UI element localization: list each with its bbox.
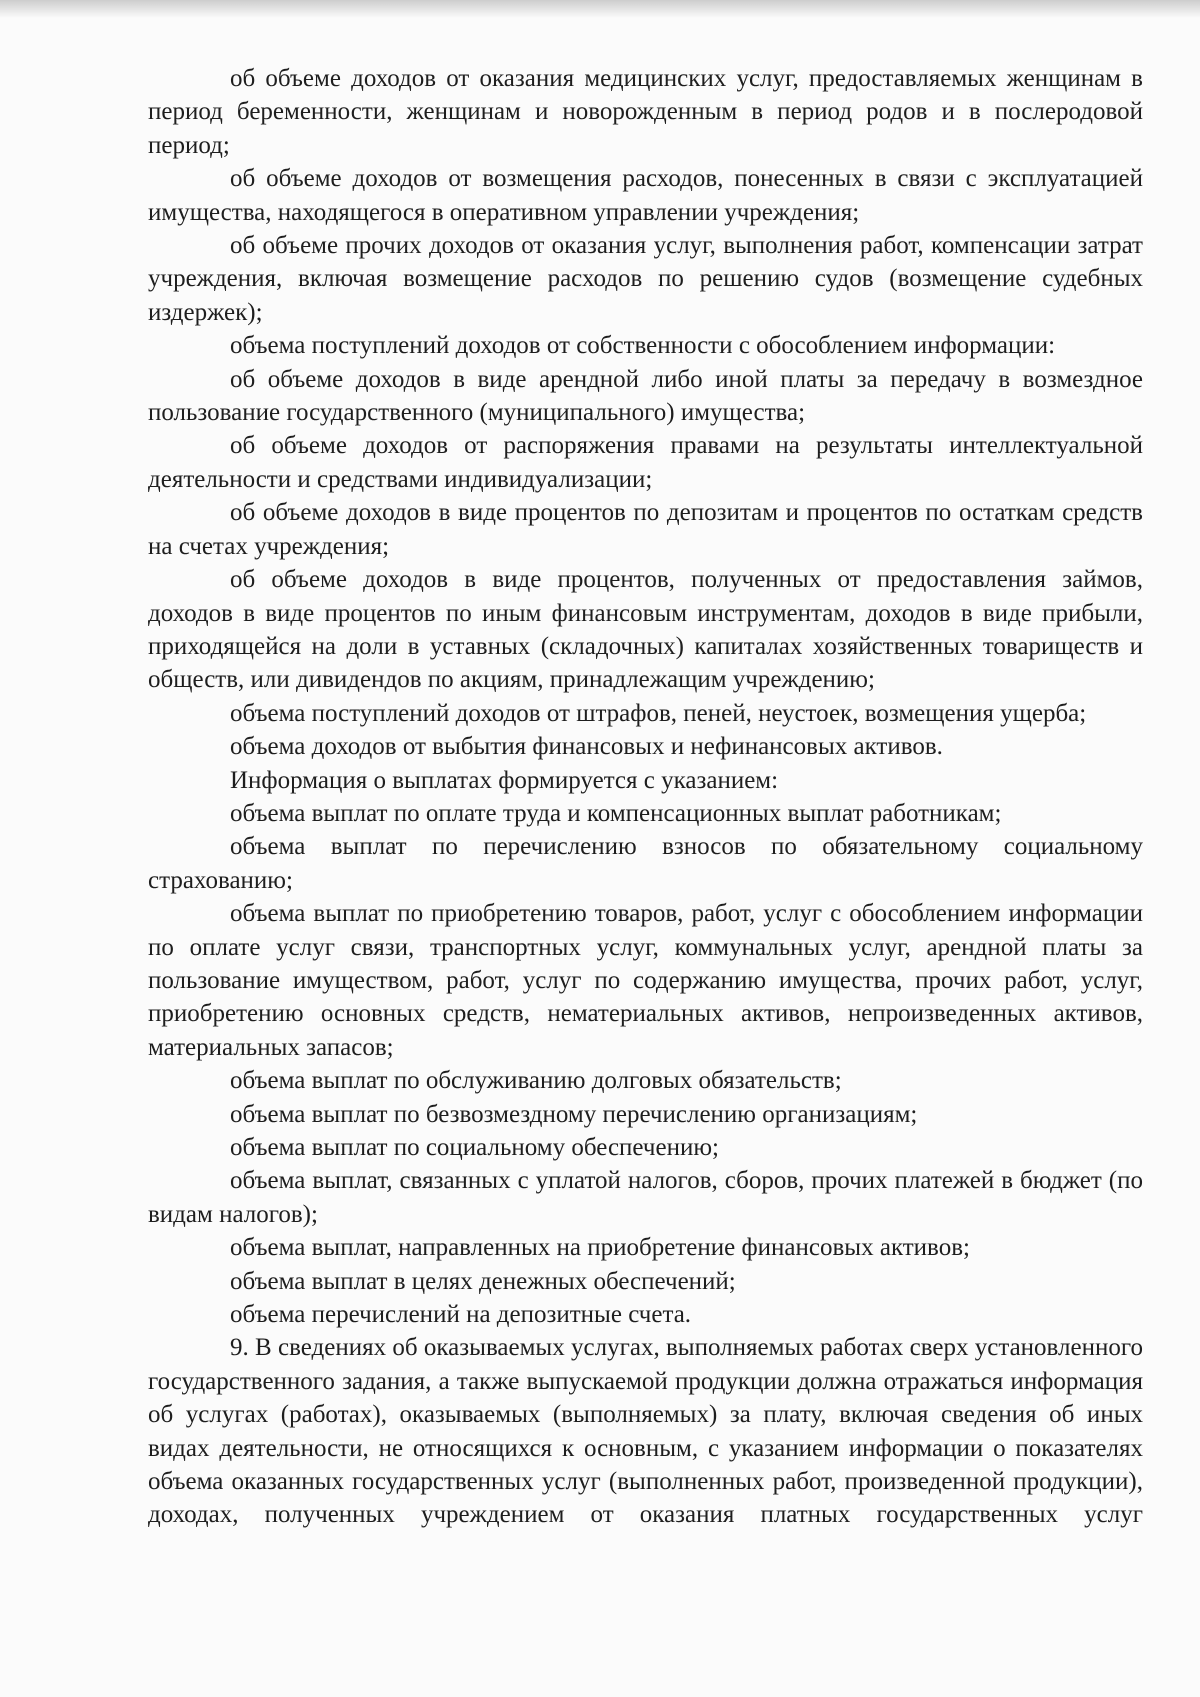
paragraph: объема выплат по приобретению товаров, работ, услуг с обособлением информации по оплате услуг связи, транспортных услуг, коммунальных услуг, арендной платы за пользование имуществом, работ, услуг по содержанию имущества, прочих работ, услуг, приобретению основных средств, нематериальных активов, непроизведенных активов, материальных запасов;	[148, 900, 1143, 1061]
paragraph: объема выплат по обслуживанию долговых обязательств;	[230, 1067, 842, 1095]
paragraph: объема выплат по оплате труда и компенсационных выплат работникам;	[230, 799, 1002, 827]
paragraph: об объеме доходов в виде процентов, полученных от предоставления займов, доходов в виде процентов по иным финансовым инструментам, доходов в виде прибыли, приходящейся на доли в уставных (складочных) капиталах хозяйственных товариществ и обществ, или дивидендов по акциям, принадлежащим учреждению;	[148, 566, 1143, 694]
paragraph: объема доходов от выбытия финансовых и нефинансовых активов.	[230, 733, 943, 761]
paragraph: об объеме доходов от оказания медицинских услуг, предоставляемых женщинам в период беременности, женщинам и новорожденным в период родов и в послеродовой период;	[148, 65, 1143, 159]
paragraph: объема выплат в целях денежных обеспечений;	[230, 1267, 736, 1295]
paragraph: объема выплат по безвозмездному перечислению организациям;	[230, 1100, 918, 1128]
document-body	[148, 62, 1143, 1532]
paragraph: объема перечислений на депозитные счета.	[230, 1301, 692, 1329]
paragraph: об объеме прочих доходов от оказания услуг, выполнения работ, компенсации затрат учреждения, включая возмещение расходов по решению судов (возмещение судебных издержек);	[148, 232, 1143, 326]
paragraph: Информация о выплатах формируется с указанием:	[230, 766, 779, 794]
paragraph: объема поступлений доходов от штрафов, пеней, неустоек, возмещения ущерба;	[230, 699, 1087, 727]
paragraph: объема выплат по социальному обеспечению;	[230, 1134, 719, 1161]
paragraph: объема выплат, направленных на приобретение финансовых активов;	[230, 1234, 970, 1262]
paragraph: объема выплат по перечислению взносов по обязательному социальному страхованию;	[148, 833, 1143, 894]
paragraph: об объеме доходов от возмещения расходов, понесенных в связи с эксплуатацией имущества, находящегося в оперативном управлении учреждения;	[148, 165, 1143, 226]
scan-edge-shadow	[0, 0, 1200, 18]
paragraph: об объеме доходов в виде процентов по депозитам и процентов по остаткам средств на счетах учреждения;	[148, 499, 1143, 560]
paragraph: об объеме доходов в виде арендной либо иной платы за передачу в возмездное пользование государственного (муниципального) имущества;	[148, 365, 1143, 427]
paragraph: об объеме доходов от распоряжения правами на результаты интеллектуальной деятельности и средствами индивидуализации;	[148, 432, 1143, 493]
paragraph: объема выплат, связанных с уплатой налогов, сборов, прочих платежей в бюджет (по видам налогов);	[148, 1167, 1143, 1228]
paragraph: объема поступлений доходов от собственности с обособлением информации:	[230, 332, 1056, 360]
paragraph: 9. В сведениях об оказываемых услугах, выполняемых работах сверх установленного государственного задания, а также выпускаемой продукции должна отражаться информация об услугах (работах), оказываемых (выполняемых) за плату, включая сведения об иных видах деятельности, не относящихся к основным, с указанием информации о показателях объема оказанных государственных услуг (выполненных работ, произведенной продукции), доходах, полученных учреждением от оказания платных государственных услуг	[148, 1334, 1143, 1529]
